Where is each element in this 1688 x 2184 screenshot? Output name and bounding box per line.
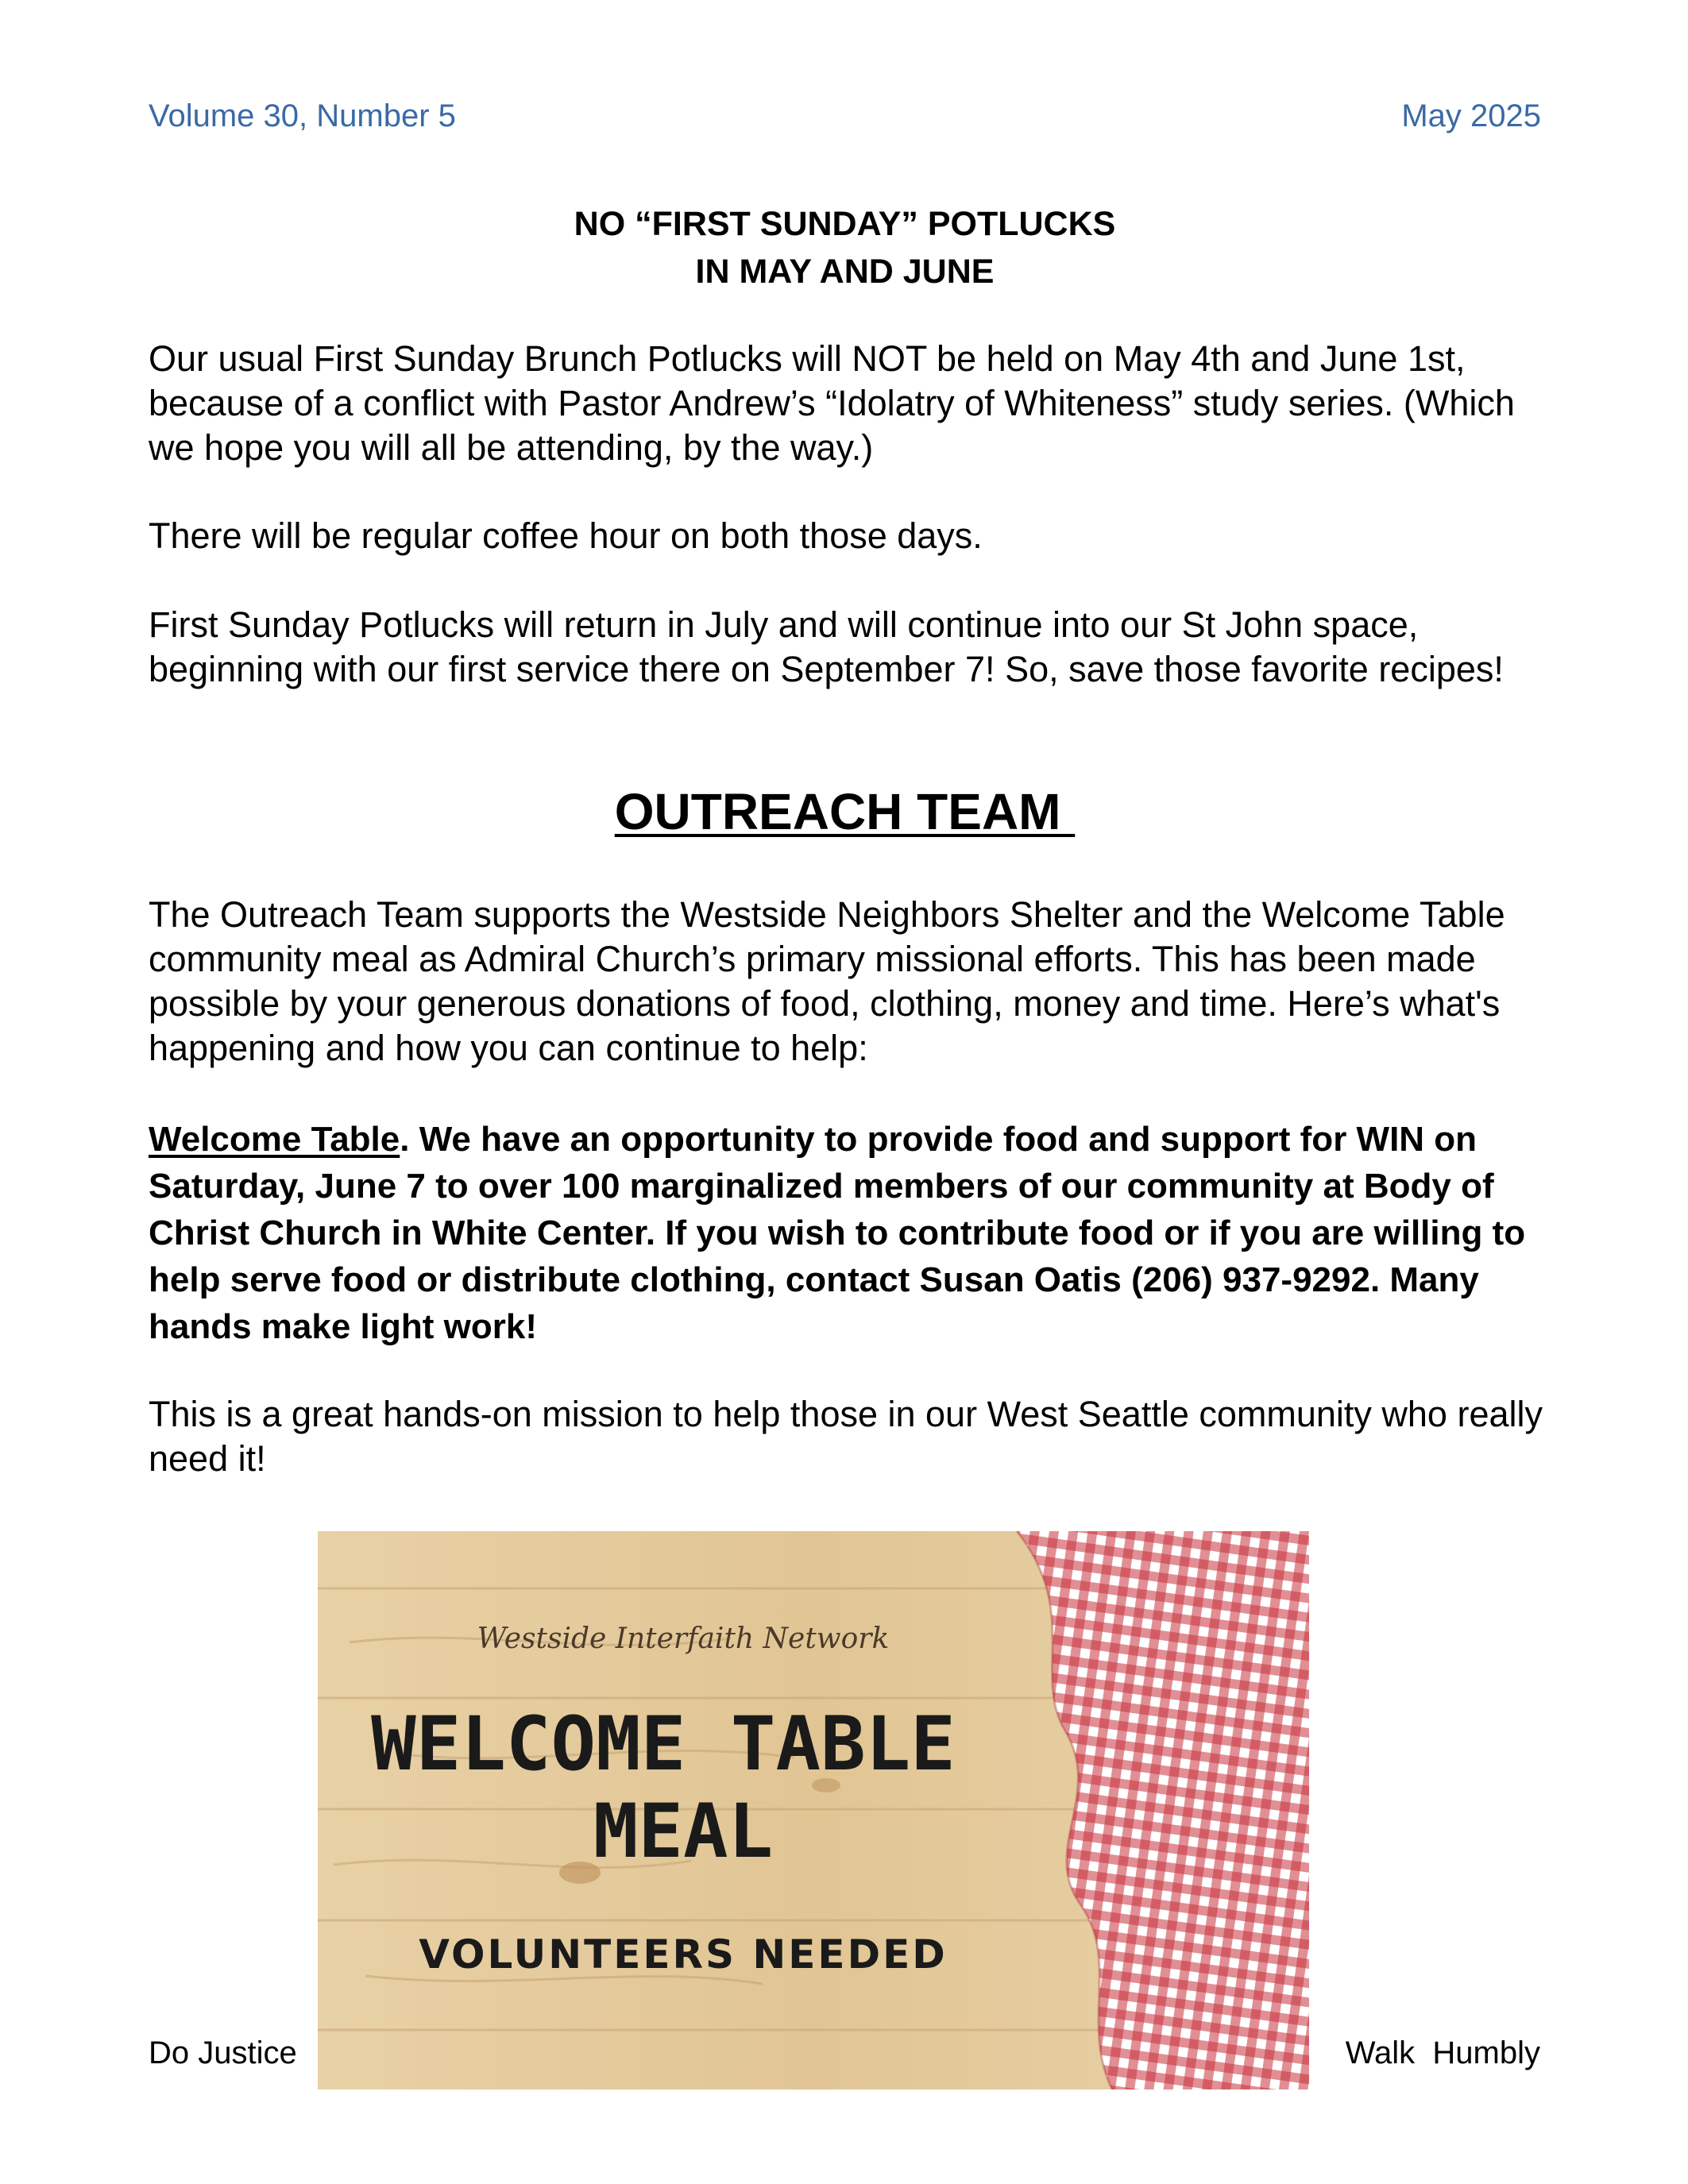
- banner-graphic: [318, 1531, 1309, 2089]
- potluck-paragraph-2: There will be regular coffee hour on both those days.: [149, 515, 983, 556]
- footer-left-text: Do Justice: [149, 2035, 297, 2070]
- welcome-table-paragraph: [149, 1116, 1562, 1350]
- newsletter-header: [149, 98, 1541, 138]
- footer-right-text: Walk Humbly: [1345, 2035, 1540, 2070]
- potluck-paragraph-3: First Sunday Potlucks will return in July and will continue into our St John space, beginning with our first service there on September 7! So, save those favorite recipes!: [149, 604, 1504, 689]
- outreach-heading-text: OUTREACH TEAM: [614, 783, 1076, 840]
- welcome-table-banner: [318, 1531, 1309, 2089]
- banner-title-line1: WELCOME TABLE: [371, 1701, 956, 1788]
- outreach-heading: [149, 782, 1541, 841]
- outreach-intro: The Outreach Team supports the Westside Neighbors Shelter and the Welcome Table community meal as Admiral Church’s primary missional efforts. This has been made possible by your generous donations of food, clothing, money and time. Here’s what's happening and how you can continue to help:: [149, 894, 1505, 1068]
- banner-subtitle: VOLUNTEERS NEEDED: [419, 1931, 948, 1978]
- potluck-title-line2: IN MAY AND JUNE: [695, 253, 995, 291]
- potluck-title-line1: NO “FIRST SUNDAY” POTLUCKS: [574, 205, 1116, 243]
- welcome-table-label: Welcome Table: [149, 1120, 400, 1159]
- volume-label: Volume 30, Number 5: [149, 98, 456, 133]
- issue-date: May 2025: [1401, 98, 1541, 133]
- potluck-title: [149, 200, 1541, 295]
- welcome-table-text: . We have an opportunity to provide food and support for WIN on Saturday, June 7 to over 100 marginalized members of our community at Body of Christ Church in White Center. If you wish to contribute food or if you are willing to help serve food or distribute clothing, contact Susan Oatis (206) 937-9292. Many hands make light work!: [149, 1120, 1526, 1346]
- banner-org-text: Westside Interfaith Network: [477, 1623, 890, 1655]
- outreach-closing: This is a great hands-on mission to help those in our West Seattle community who really need it!: [149, 1394, 1543, 1479]
- potluck-paragraph-1: Our usual First Sunday Brunch Potlucks will NOT be held on May 4th and June 1st, because of a conflict with Pastor Andrew’s “Idolatry of Whiteness” study series. (Which we hope you will all be attending, by the way.): [149, 338, 1515, 468]
- banner-title-line2: MEAL: [593, 1788, 774, 1875]
